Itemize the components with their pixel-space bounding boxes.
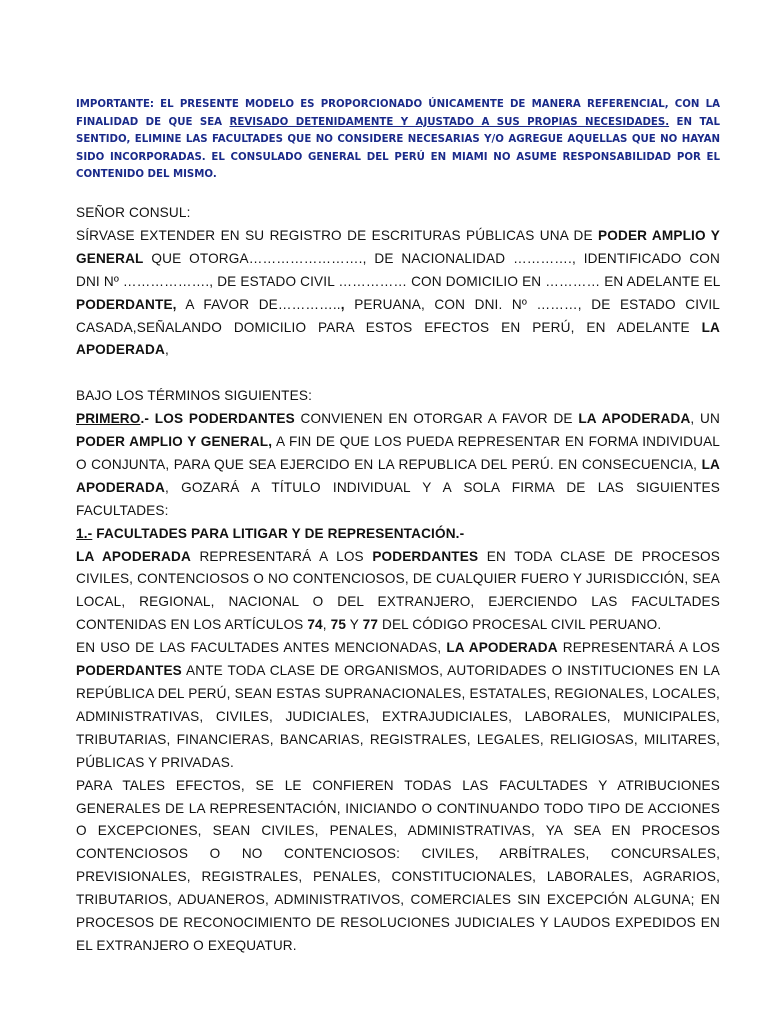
para-text: REPRESENTARÁ A LOS <box>190 548 373 564</box>
paragraph-gap <box>76 362 720 385</box>
notice-text-2: EN TAL SENTIDO, ELIMINE LAS FACULTADES QUE NO CONSIDERE NECESARIAS Y/O AGREGUE AQUELLAS QUE NO HAYAN SIDO INCORPORADAS. EL CONSULADO GENERAL DEL PERÚ EN MIAMI NO ASUME RESPONSABILIDAD POR EL CONTENIDO DEL MISMO. <box>76 116 720 180</box>
section-1-heading <box>76 523 720 546</box>
primero-bold: .- LOS PODERDANTES <box>140 411 295 427</box>
primero-bold: LA APODERADA <box>76 456 720 495</box>
document-body <box>76 202 720 958</box>
intro-bold: , <box>340 296 345 312</box>
litigation-paragraph <box>76 546 720 638</box>
primero-label: PRIMERO <box>76 411 141 427</box>
representation-paragraph <box>76 637 720 774</box>
article-number: 75 <box>330 617 347 633</box>
para-text: EN TODA CLASE DE PROCESOS CIVILES, CONTENCIOSOS O NO CONTENCIOSOS, DE CUALQUIER FUERO Y JURISDICCIÓN, SEA LOCAL, REGIONAL, NACIONAL O DEL EXTRANJERO, EJERCIENDO LAS FACULTADES CONTENIDAS EN LOS ARTÍCULOS <box>76 548 720 633</box>
salutation: SEÑOR CONSUL: <box>76 205 191 220</box>
intro-text: , <box>164 342 169 358</box>
primero-paragraph <box>76 408 720 523</box>
para-bold: LA APODERADA <box>446 640 558 656</box>
intro-text: PERUANA, CON DNI. Nº ………, DE ESTADO CIVIL CASADA,SEÑALANDO DOMICILIO PARA ESTOS EFECTOS EN PERÚ, EN ADELANTE <box>76 296 721 335</box>
disclaimer-notice <box>76 96 720 184</box>
intro-paragraph <box>76 225 720 362</box>
intro-bold: PODERDANTE, <box>76 296 177 312</box>
para-text: ANTE TODA CLASE DE ORGANISMOS, AUTORIDADES O INSTITUCIONES EN LA REPÚBLICA DEL PERÚ, SEAN ESTAS SUPRANACIONALES, ESTATALES, REGIONALES, LOCALES, ADMINISTRATIVAS, CIVILES, JUDICIALES, EXTRAJUDICIALES, LABORALES, MUNICIPALES, TRIBUTARIAS, FINANCIERAS, BANCARIAS, REGISTRALES, LEGALES, RELIGIOSAS, MILITARES, PÚBLICAS Y PRIVADAS. <box>76 663 720 770</box>
para-text: EN USO DE LAS FACULTADES ANTES MENCIONADAS, <box>76 640 447 656</box>
primero-text: , UN <box>690 411 720 427</box>
intro-bold: PODER AMPLIO Y GENERAL <box>76 227 720 266</box>
para-text: DEL CÓDIGO PROCESAL CIVIL PERUANO. <box>378 617 662 633</box>
article-number: 74 <box>307 617 323 633</box>
terms-heading: BAJO LOS TÉRMINOS SIGUIENTES: <box>76 388 312 404</box>
powers-paragraph: PARA TALES EFECTOS, SE LE CONFIEREN TODAS LAS FACULTADES Y ATRIBUCIONES GENERALES DE LA REPRESENTACIÓN, INICIANDO O CONTINUANDO TODO TIPO DE ACCIONES O EXCEPCIONES, SEAN CIVILES, PENALES, ADMINISTRATIVAS, YA SEA EN PROCESOS CONTENCIOSOS O NO CONTENCIOSOS: CIVILES, ARBÍTRALES, CONCURSALES, PREVISIONALES, REGISTRALES, PENALES, CONSTITUCIONALES, LABORALES, AGRARIOS, TRIBUTARIOS, ADUANEROS, ADMINISTRATIVOS, COMERCIALES SIN EXCEPCIÓN ALGUNA; EN PROCESOS DE RECONOCIMIENTO DE RESOLUCIONES JUDICIALES Y LAUDOS EXPEDIDOS EN EL EXTRANJERO O EXEQUATUR. <box>76 777 720 953</box>
para-text: REPRESENTARÁ A LOS <box>557 640 720 656</box>
primero-bold: PODER AMPLIO Y GENERAL, <box>76 434 273 450</box>
section-number: 1.- <box>76 525 93 541</box>
article-number: 77 <box>362 617 379 633</box>
para-bold: PODERDANTES <box>76 663 182 679</box>
para-bold: PODERDANTES <box>372 548 479 564</box>
intro-text: SÍRVASE EXTENDER EN SU REGISTRO DE ESCRITURAS PÚBLICAS UNA DE <box>76 227 599 243</box>
para-text: Y <box>346 617 363 633</box>
para-text: , <box>322 617 331 633</box>
intro-bold: LA APODERADA <box>76 319 720 358</box>
primero-text: CONVIENEN EN OTORGAR A FAVOR DE <box>294 411 579 427</box>
intro-text: A FAVOR DE………….. <box>176 296 341 312</box>
section-title: FACULTADES PARA LITIGAR Y DE REPRESENTACIÓN.- <box>92 525 465 541</box>
notice-underlined-text: REVISADO DETENIDAMENTE Y AJUSTADO A SUS PROPIAS NECESIDADES. <box>229 116 670 128</box>
primero-text: , GOZARÁ A TÍTULO INDIVIDUAL Y A SOLA FIRMA DE LAS SIGUIENTES FACULTADES: <box>76 479 720 518</box>
primero-text: A FIN DE QUE LOS PUEDA REPRESENTAR EN FORMA INDIVIDUAL O CONJUNTA, PARA QUE SEA EJERCIDO EN LA REPUBLICA DEL PERÚ. EN CONSECUENCIA, <box>76 434 720 472</box>
primero-bold: LA APODERADA <box>578 411 691 427</box>
para-bold: LA APODERADA <box>76 548 191 564</box>
intro-text: QUE OTORGA……………………., DE NACIONALIDAD …………., IDENTIFICADO CON DNI Nº ………………., DE ESTADO CIVIL …………… CON DOMICILIO EN ………… EN ADELANTE EL <box>76 250 720 289</box>
notice-text-1: IMPORTANTE: EL PRESENTE MODELO ES PROPORCIONADO ÚNICAMENTE DE MANERA REFERENCIAL, CON LA FINALIDAD DE QUE SEA <box>76 99 720 128</box>
